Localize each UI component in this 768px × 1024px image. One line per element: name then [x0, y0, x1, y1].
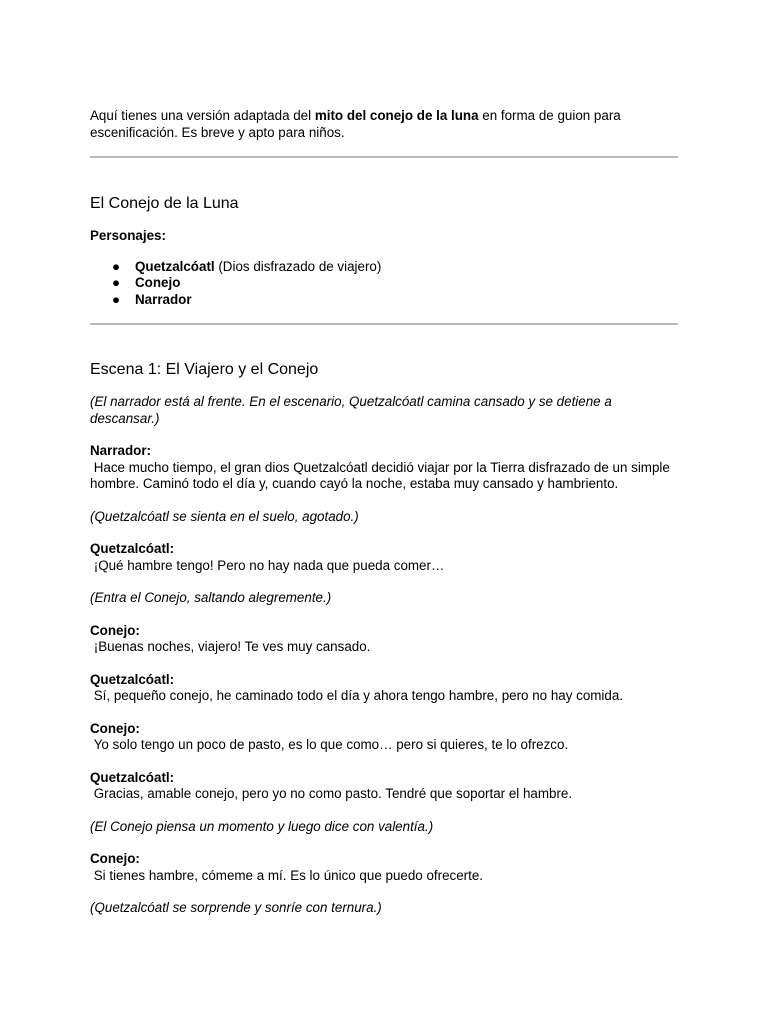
character-item	[90, 275, 678, 292]
dialogue-line: Yo solo tengo un poco de pasto, es lo que como… pero si quieres, te lo ofrezco.	[90, 737, 569, 752]
stage-direction: (Quetzalcóatl se sienta en el suelo, agotado.)	[90, 508, 359, 524]
speaker-name: Quetzalcóatl:	[90, 671, 175, 687]
speaker-name: Conejo:	[90, 851, 140, 866]
horizontal-rule	[90, 156, 678, 158]
stage-direction: (El Conejo piensa un momento y luego dice con valentía.)	[90, 818, 434, 834]
dialogue-line: ¡Qué hambre tengo! Pero no hay nada que pueda comer…	[90, 557, 445, 573]
bullet-icon: ●	[112, 258, 121, 274]
character-item	[90, 292, 678, 309]
dialogue-line: Hace mucho tiempo, el gran dios Quetzalcóatl decidió viajar por la Tierra disfrazado de un simple hombre. Caminó todo el día y, cuando cayó la noche, estaba muy cansado y hambriento.	[90, 459, 674, 491]
intro-paragraph	[90, 108, 678, 141]
dialogue-block	[90, 721, 678, 754]
characters-label: Personajes:	[90, 228, 166, 243]
bullet-icon: ●	[112, 291, 121, 307]
document-title: El Conejo de la Luna	[90, 195, 239, 212]
speaker-name: Quetzalcóatl:	[90, 541, 175, 556]
characters-list	[90, 259, 678, 309]
dialogue-line: Si tienes hambre, cómeme a mí. Es lo único que puedo ofrecerte.	[90, 867, 484, 883]
document-page	[90, 108, 678, 933]
dialogue-block	[90, 851, 678, 884]
character-name: Narrador	[135, 291, 192, 307]
character-name: Conejo	[135, 275, 181, 290]
bullet-icon: ●	[112, 275, 121, 290]
intro-text-after: en forma de guion para escenificación. Es breve y apto para niños.	[90, 108, 621, 140]
stage-direction: (El narrador está al frente. En el escenario, Quetzalcóatl camina cansado y se detiene a descansar.)	[90, 394, 612, 426]
dialogue-block	[90, 672, 678, 705]
character-item	[90, 259, 678, 276]
stage-direction: (Quetzalcóatl se sorprende y sonríe con ternura.)	[90, 900, 382, 915]
speaker-name: Narrador:	[90, 443, 152, 458]
dialogue-block	[90, 443, 678, 493]
speaker-name: Conejo:	[90, 720, 140, 736]
dialogue-line: ¡Buenas noches, viajero! Te ves muy cansado.	[90, 639, 371, 654]
script-body	[90, 394, 678, 917]
horizontal-rule	[90, 323, 678, 325]
dialogue-block	[90, 770, 678, 803]
character-description: (Dios disfrazado de viajero)	[214, 258, 382, 274]
dialogue-line: Sí, pequeño conejo, he caminado todo el día y ahora tengo hambre, pero no hay comida.	[90, 688, 624, 703]
scene-title: Escena 1: El Viajero y el Conejo	[90, 361, 319, 378]
stage-direction: (Entra el Conejo, saltando alegremente.)	[90, 590, 332, 605]
intro-text-bold: mito del conejo de la luna	[314, 108, 479, 123]
speaker-name: Quetzalcóatl:	[90, 769, 175, 785]
dialogue-block	[90, 541, 678, 574]
speaker-name: Conejo:	[90, 622, 140, 638]
character-name: Quetzalcóatl	[135, 258, 215, 274]
intro-text-before: Aquí tienes una versión adaptada del	[90, 108, 315, 123]
dialogue-block	[90, 623, 678, 656]
dialogue-line: Gracias, amable conejo, pero yo no como pasto. Tendré que soportar el hambre.	[90, 786, 573, 801]
